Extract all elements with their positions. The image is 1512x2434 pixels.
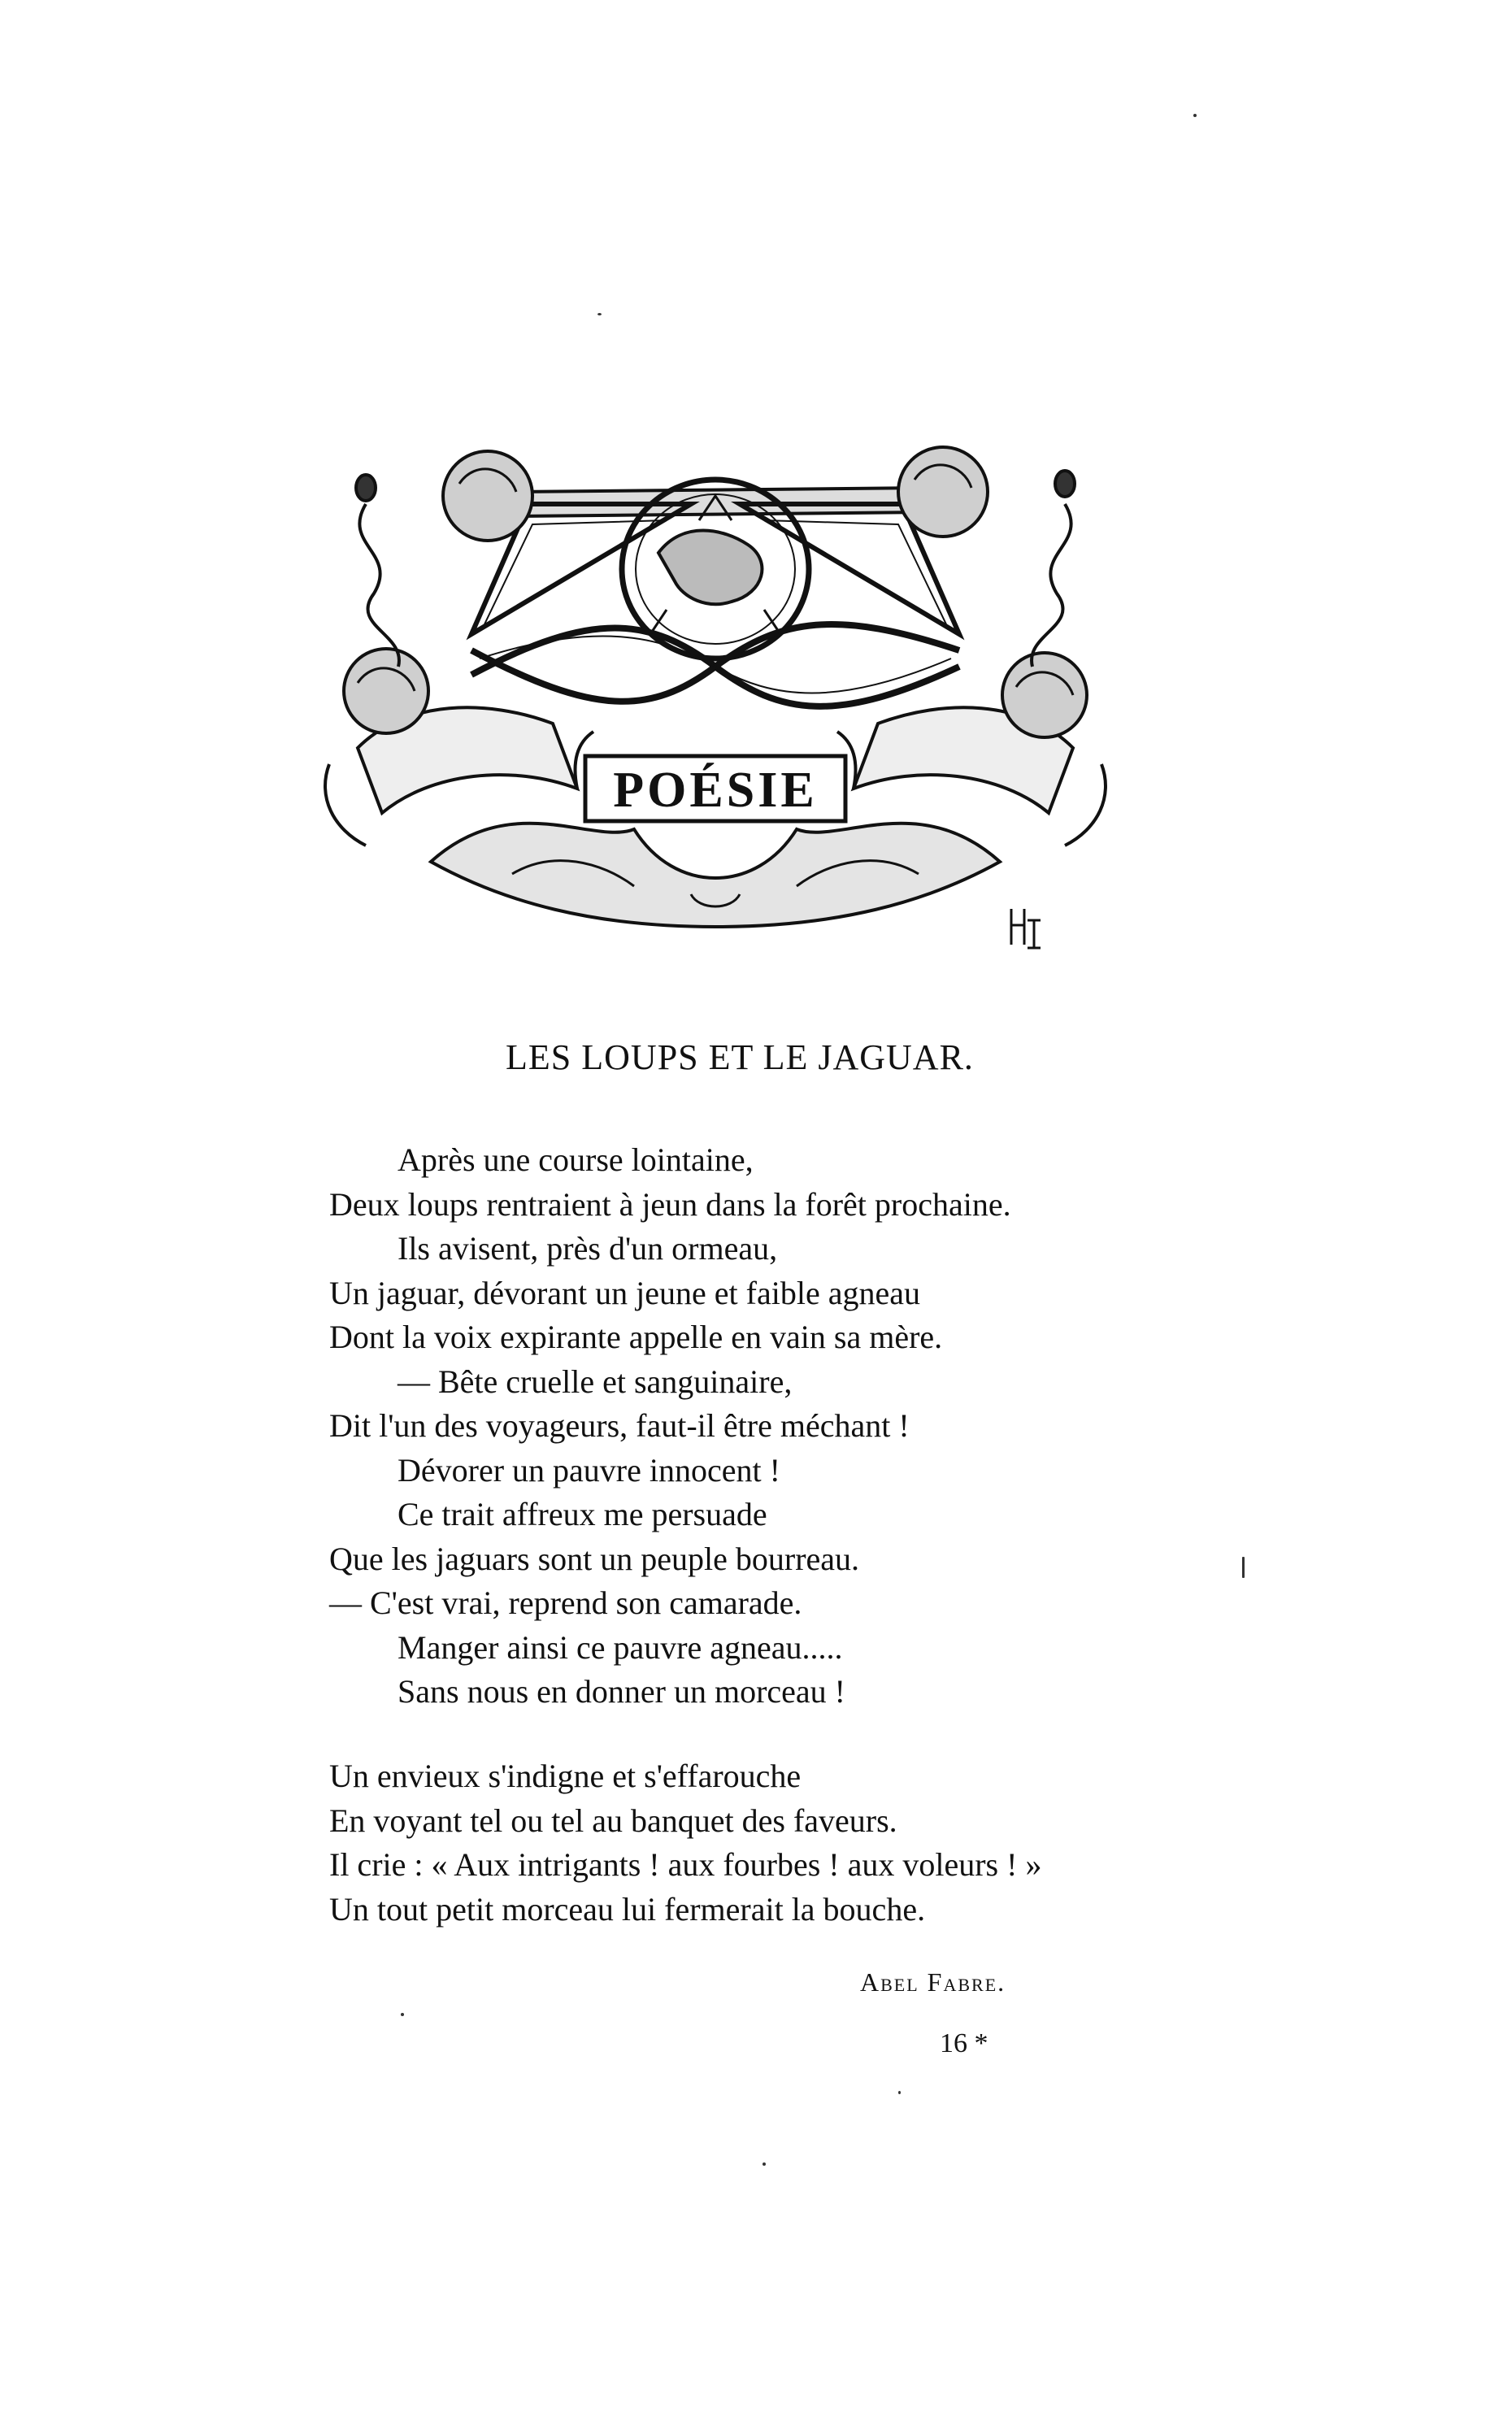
poem-line: Dit l'un des voyageurs, faut-il être méchant ! — [329, 1407, 910, 1444]
poem-line: Un jaguar, dévorant un jeune et faible agneau — [329, 1274, 920, 1311]
scan-speck — [763, 2162, 766, 2166]
poem-line: Après une course lointaine, — [398, 1141, 754, 1178]
poem-line: Que les jaguars sont un peuple bourreau. — [329, 1540, 860, 1577]
page-number: 16 * — [940, 2028, 988, 2058]
poem-line: Deux loups rentraient à jeun dans la forêt prochaine. — [329, 1185, 1011, 1223]
poem-line: Dévorer un pauvre innocent ! — [398, 1451, 780, 1489]
stanza-2 — [329, 1754, 1041, 1932]
stanza-1 — [329, 1138, 1011, 1715]
scan-speck — [401, 2013, 404, 2016]
monogram-signature — [1008, 904, 1044, 950]
author-signature: Abel Fabre. — [860, 1967, 1006, 1997]
scan-speck — [1242, 1557, 1245, 1578]
poem-line: — C'est vrai, reprend son camarade. — [329, 1584, 802, 1621]
poem-line: — Bête cruelle et sanguinaire, — [398, 1363, 793, 1400]
poem-title: LES LOUPS ET LE JAGUAR. — [506, 1037, 974, 1077]
vignette-frame — [325, 447, 1106, 927]
poem-line: Manger ainsi ce pauvre agneau..... — [398, 1628, 843, 1666]
poesie-vignette — [309, 406, 1122, 976]
poem-line: Ce trait affreux me persuade — [398, 1496, 767, 1532]
scan-speck — [597, 313, 602, 315]
poem-line: Sans nous en donner un morceau ! — [398, 1673, 845, 1710]
scan-speck — [1193, 114, 1197, 117]
poem-line: Il crie : « Aux intrigants ! aux fourbes ! aux voleurs ! » — [329, 1846, 1042, 1883]
poem-line: En voyant tel ou tel au banquet des faveurs. — [329, 1802, 897, 1839]
poem-line: Dont la voix expirante appelle en vain sa mère. — [329, 1319, 943, 1355]
banner-text: POÉSIE — [613, 763, 818, 818]
poem-line: Ils avisent, près d'un ormeau, — [398, 1230, 778, 1267]
vignette-illustration — [309, 406, 1122, 976]
scan-speck — [898, 2091, 901, 2094]
poem-line: Un tout petit morceau lui fermerait la bouche. — [329, 1890, 926, 1928]
poem-line: Un envieux s'indigne et s'effarouche — [329, 1758, 802, 1794]
